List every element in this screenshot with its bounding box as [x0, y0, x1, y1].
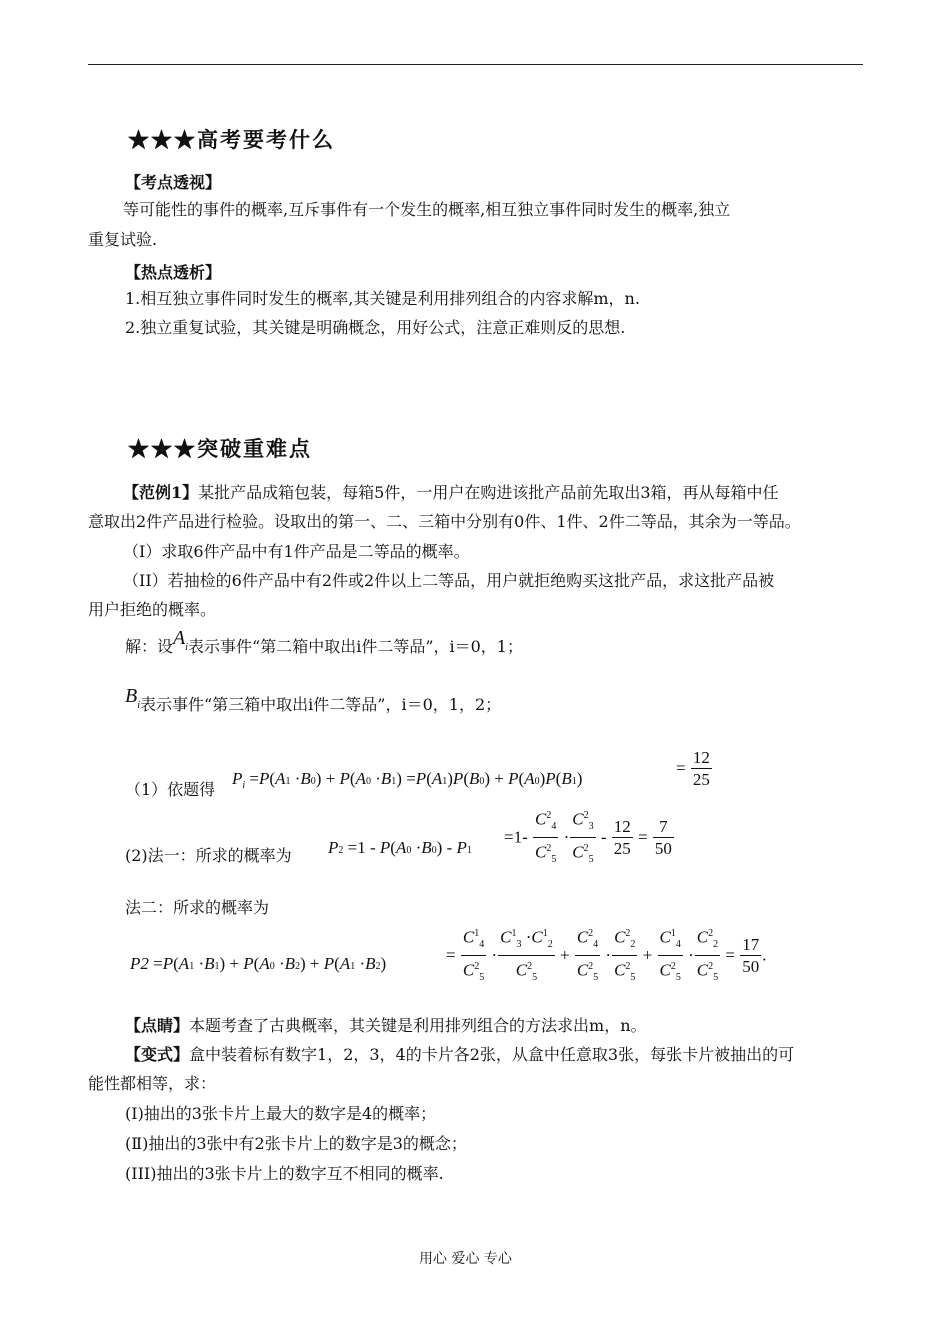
method2-equation: P2 =P(A1 ·B1) + P(A0 ·B2) + P(A1 ·B2) [130, 954, 387, 973]
part1-prefix: （1）依题得 [125, 780, 216, 799]
dianjing-text: 本题考查了古典概率，其关键是利用排列组合的方法求出m，n。 [189, 1016, 647, 1035]
solution-prefix: 解：设 [125, 637, 174, 656]
redian-heading: 【热点透析】 [125, 263, 222, 282]
part2-result-numerator: 7 [653, 817, 674, 838]
part2-prefix: (2)法一：所求的概率为 [125, 846, 292, 865]
bianshi-question-2: (Ⅱ)抽出的3张中有2张卡片上的数字是3的概念； [125, 1134, 467, 1153]
method2-result: = $\frac{C^1_4}{C^2_5}$ · $\frac{C^1_3 \cdot C^1_2}{C^2_5}$ + $\frac{C^2_4}{C^2_5}$ · $\frac{C^2_2}{C^2_5}$ + $\frac{C^1_4}{C^2_5}$ · $\frac{C^2_2}{C^2_5}$ = $\frac{17}{50}$ . [446, 924, 766, 989]
part2-result-denominator: 50 [654, 839, 672, 859]
math-symbol-B: B [125, 685, 138, 707]
dianjing-line [125, 1012, 647, 1040]
math-P2: P2 [130, 954, 149, 973]
math-P: P [232, 769, 243, 788]
section-title-tupo: ★★★突破重难点 [128, 436, 312, 461]
section-title-gaokao: ★★★高考要考什么 [128, 127, 335, 152]
math-subscript-i-b: i [137, 700, 140, 711]
kaodian-heading: 【考点透视】 [125, 173, 222, 192]
part1-equation: $P_i =P(A1 \cdot B0) + P(A0 \cdot B1) =P(A1)P(B0) + P(A0)P(B1)$ [232, 769, 583, 791]
example-line-2: 意取出2件产品进行检验。设取出的第一、二、三箱中分别有0件、1件、2件二等品，其余为一等品。 [88, 512, 801, 531]
bianshi-line-2: 能性都相等，求： [88, 1074, 217, 1093]
bianshi-question-3: (III)抽出的3张卡片上的数字互不相同的概率. [125, 1164, 444, 1183]
page-footer: 用心 爱心 专心 [419, 1251, 512, 1267]
part2-result: =1- $\frac{C^2_4}{C^2_5}$ · $\frac{C^2_3}{C^2_5}$ - $\frac{12}{25}$ = $\frac{7}{50}$ [504, 806, 675, 871]
part1-result: = $\frac{12}{25}$ [676, 748, 710, 789]
question-2-line-2: 用户拒绝的概率。 [88, 600, 217, 619]
math-symbol-A: A [173, 627, 186, 649]
part2-frac-25: 25 [613, 839, 631, 859]
redian-item-2: 2.独立重复试验，其关键是明确概念，用好公式，注意正难则反的思想. [125, 318, 626, 337]
bianshi-text-1: 盒中装着标有数字1，2，3，4的卡片各2张，从盒中任意取3张，每张卡片被抽出的可 [189, 1045, 795, 1064]
redian-item-1: 1.相互独立事件同时发生的概率,其关键是利用排列组合的内容求解m，n. [125, 289, 640, 308]
solution-def-A [125, 627, 523, 664]
example-text-1: 某批产品成箱包装，每箱5件，一用户在购进该批产品前先取出3箱，再从每箱中任 [198, 483, 779, 502]
dianjing-label: 【点睛】 [125, 1016, 190, 1035]
header-rule [88, 64, 863, 65]
solution-B-text: 表示事件“第三箱中取出i件二等品”，i＝0，1，2； [140, 695, 502, 714]
part2-equation: P2 =1 - P(A0 ·B0) - P1 [328, 838, 472, 857]
method2-result-denominator: 50 [742, 957, 760, 977]
bianshi-label: 【变式】 [125, 1045, 190, 1064]
example-line-1 [123, 479, 779, 507]
part2-frac-12: 12 [613, 817, 631, 837]
solution-def-B [125, 685, 502, 722]
part1-result-numerator: 12 [692, 748, 710, 767]
bianshi-line-1 [125, 1041, 794, 1069]
method2-result-numerator: 17 [742, 935, 760, 955]
example-label: 【范例1】 [123, 483, 199, 502]
method2-label: 法二：所求的概率为 [125, 898, 270, 917]
solution-A-text: 表示事件“第二箱中取出i件二等品”，i＝0，1； [188, 637, 523, 656]
math-subscript-i: i [185, 642, 189, 653]
bianshi-question-1: (Ⅰ)抽出的3张卡片上最大的数字是4的概率； [125, 1104, 437, 1123]
kaodian-line-2: 重复试验. [88, 230, 158, 249]
part2-one-minus: =1- [504, 827, 528, 847]
part1-result-denominator: 25 [692, 770, 710, 789]
question-2-line-1: （II）若抽检的6件产品中有2件或2件以上二等品，用户就拒绝购买这批产品，求这批产品被 [123, 571, 775, 590]
question-1: （I）求取6件产品中有1件产品是二等品的概率。 [123, 542, 470, 561]
kaodian-line-1: 等可能性的事件的概率,互斥事件有一个发生的概率,相互独立事件同时发生的概率,独立 [123, 200, 731, 219]
